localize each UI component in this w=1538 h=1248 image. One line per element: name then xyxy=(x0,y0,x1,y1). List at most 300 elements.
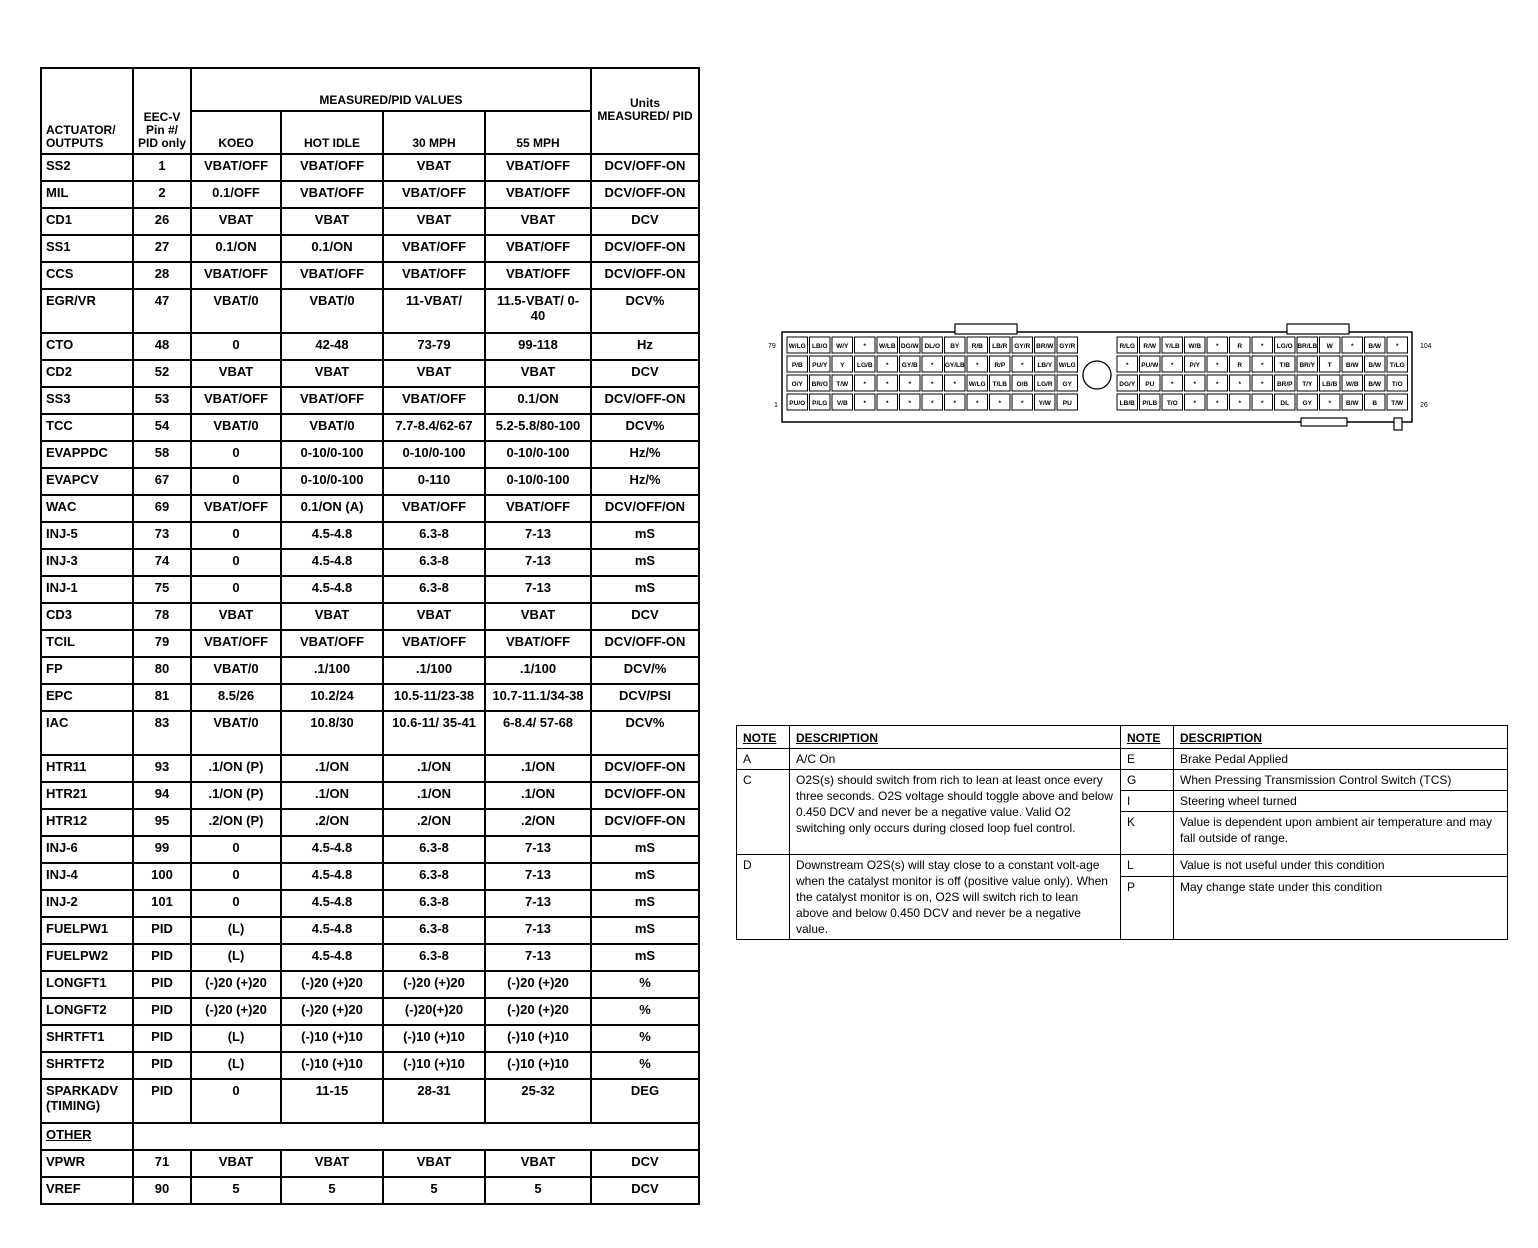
actuator-name: SS3 xyxy=(41,387,133,414)
units-value: DCV xyxy=(591,603,699,630)
actuator-name: HTR21 xyxy=(41,782,133,809)
actuator-name: FP xyxy=(41,657,133,684)
mph30-value: 10.6-11/ 35-41 xyxy=(383,711,485,755)
header-actuator: ACTUATOR/ OUTPUTS xyxy=(41,68,133,154)
connector-pin-label: * xyxy=(908,381,912,388)
connector-pin-label: * xyxy=(1170,381,1174,388)
pin-label-104: 104 xyxy=(1420,343,1432,350)
actuator-name: EVAPCV xyxy=(41,468,133,495)
mph30-value: VBAT/OFF xyxy=(383,387,485,414)
koeo-value: 0 xyxy=(191,522,281,549)
units-value: mS xyxy=(591,522,699,549)
mph30-value: VBAT xyxy=(383,360,485,387)
hot-idle-value: VBAT/0 xyxy=(281,289,383,333)
hot-idle-value: 5 xyxy=(281,1177,383,1204)
hot-idle-value: VBAT xyxy=(281,360,383,387)
units-value: mS xyxy=(591,917,699,944)
pin-number: 100 xyxy=(133,863,191,890)
units-value: mS xyxy=(591,836,699,863)
koeo-value: 0 xyxy=(191,863,281,890)
koeo-value: VBAT/OFF xyxy=(191,387,281,414)
connector-pin-label: T/LG xyxy=(1389,362,1405,369)
notes-header-description: DESCRIPTION xyxy=(1174,726,1508,749)
mph55-value: VBAT/OFF xyxy=(485,630,591,657)
connector-pin-label: BR/Y xyxy=(1299,362,1316,369)
pin-number: PID xyxy=(133,1052,191,1079)
connector-pin-label: GY/B xyxy=(901,362,918,369)
mph55-value: VBAT xyxy=(485,360,591,387)
table-row xyxy=(41,333,699,360)
hot-idle-value: 4.5-4.8 xyxy=(281,522,383,549)
units-value: DCV% xyxy=(591,711,699,755)
koeo-value: VBAT xyxy=(191,208,281,235)
koeo-value: VBAT/0 xyxy=(191,414,281,441)
koeo-value: VBAT/OFF xyxy=(191,154,281,181)
connector-pin-label: R/P xyxy=(994,362,1006,369)
connector-pin-label: GY xyxy=(1062,381,1072,388)
actuator-name: EPC xyxy=(41,684,133,711)
note-letter: G xyxy=(1121,770,1174,791)
mph55-value: VBAT/OFF xyxy=(485,154,591,181)
hot-idle-value: VBAT/OFF xyxy=(281,387,383,414)
connector-pin-label: W/LG xyxy=(1058,362,1076,369)
connector-pin-label: * xyxy=(1260,400,1264,407)
connector-pin-label: * xyxy=(1260,362,1264,369)
connector-pin-label: P/LG xyxy=(812,400,828,407)
koeo-value: 0.1/ON xyxy=(191,235,281,262)
connector-pin-label: GY/R xyxy=(1059,343,1076,350)
connector-pin-label: * xyxy=(1238,381,1242,388)
hot-idle-value: 11-15 xyxy=(281,1079,383,1123)
actuator-name: VPWR xyxy=(41,1150,133,1177)
koeo-value: .2/ON (P) xyxy=(191,809,281,836)
connector-pin-label: * xyxy=(930,362,934,369)
actuator-name: HTR12 xyxy=(41,809,133,836)
units-value: DCV/OFF-ON xyxy=(591,181,699,208)
mph30-value: 0-10/0-100 xyxy=(383,441,485,468)
units-value: mS xyxy=(591,944,699,971)
table-row xyxy=(41,208,699,235)
mph55-value: 10.7-11.1/34-38 xyxy=(485,684,591,711)
mph55-value: (-)20 (+)20 xyxy=(485,998,591,1025)
connector-pin-label: P/Y xyxy=(1189,362,1200,369)
mph30-value: (-)20(+)20 xyxy=(383,998,485,1025)
actuator-name: MIL xyxy=(41,181,133,208)
mph30-value: 6.3-8 xyxy=(383,944,485,971)
koeo-value: 0 xyxy=(191,890,281,917)
table-row xyxy=(41,836,699,863)
pin-number: 75 xyxy=(133,576,191,603)
hot-idle-value: 10.8/30 xyxy=(281,711,383,755)
connector-pin-label: * xyxy=(1215,362,1219,369)
koeo-value: VBAT xyxy=(191,360,281,387)
connector-pin-label: B xyxy=(1372,400,1378,407)
actuator-name: EGR/VR xyxy=(41,289,133,333)
mph55-value: 7-13 xyxy=(485,549,591,576)
units-value: DCV xyxy=(591,1150,699,1177)
actuator-name: SS2 xyxy=(41,154,133,181)
units-value: Hz/% xyxy=(591,468,699,495)
connector-pin-label: * xyxy=(1193,400,1197,407)
koeo-value: (-)20 (+)20 xyxy=(191,971,281,998)
koeo-value: 0 xyxy=(191,1079,281,1123)
note-description: When Pressing Transmission Control Switch (TCS) xyxy=(1174,770,1508,791)
koeo-value: VBAT/0 xyxy=(191,711,281,755)
units-value: DCV/OFF-ON xyxy=(591,154,699,181)
connector-pin-label: * xyxy=(1260,381,1264,388)
units-value: mS xyxy=(591,890,699,917)
connector-pin-label: LG/B xyxy=(856,362,873,369)
actuator-name: EVAPPDC xyxy=(41,441,133,468)
connector-pin-label: T/LB xyxy=(992,381,1007,388)
note-letter: E xyxy=(1121,749,1174,770)
header-30mph: 30 MPH xyxy=(383,111,485,154)
hot-idle-value: .2/ON xyxy=(281,809,383,836)
mph55-value: 0.1/ON xyxy=(485,387,591,414)
mph55-value: 0-10/0-100 xyxy=(485,441,591,468)
koeo-value: (-)20 (+)20 xyxy=(191,998,281,1025)
hot-idle-value: 10.2/24 xyxy=(281,684,383,711)
note-letter: C xyxy=(737,770,790,855)
pin-number: 58 xyxy=(133,441,191,468)
connector-pin-label: T/B xyxy=(1279,362,1290,369)
table-row xyxy=(41,235,699,262)
actuator-name: HTR11 xyxy=(41,755,133,782)
hot-idle-value: VBAT xyxy=(281,1150,383,1177)
mph55-value: 7-13 xyxy=(485,917,591,944)
pin-number: 83 xyxy=(133,711,191,755)
actuator-name: INJ-4 xyxy=(41,863,133,890)
mph30-value: VBAT xyxy=(383,208,485,235)
pin-number: 1 xyxy=(133,154,191,181)
actuator-name: WAC xyxy=(41,495,133,522)
table-row xyxy=(41,468,699,495)
table-row xyxy=(41,1150,699,1177)
koeo-value: 0 xyxy=(191,549,281,576)
actuator-name: IAC xyxy=(41,711,133,755)
mph30-value: VBAT xyxy=(383,1150,485,1177)
koeo-value: 0 xyxy=(191,576,281,603)
connector-pin-label: B/W xyxy=(1368,362,1382,369)
hot-idle-value: VBAT/OFF xyxy=(281,154,383,181)
note-letter: K xyxy=(1121,812,1174,855)
actuator-name: INJ-1 xyxy=(41,576,133,603)
actuator-name: INJ-2 xyxy=(41,890,133,917)
koeo-value: .1/ON (P) xyxy=(191,755,281,782)
connector-pin-label: W/Y xyxy=(836,343,849,350)
mph55-value: 7-13 xyxy=(485,944,591,971)
pin-number: 94 xyxy=(133,782,191,809)
connector-pin-label: * xyxy=(975,362,979,369)
units-value: DCV/% xyxy=(591,657,699,684)
connector-pin-label: * xyxy=(1350,343,1354,350)
mph55-value: 7-13 xyxy=(485,576,591,603)
actuator-name: INJ-6 xyxy=(41,836,133,863)
koeo-value: (L) xyxy=(191,917,281,944)
units-value: % xyxy=(591,971,699,998)
pin-number: 80 xyxy=(133,657,191,684)
connector-pin-label: T/Y xyxy=(1302,381,1313,388)
table-row xyxy=(41,711,699,755)
table-row xyxy=(41,360,699,387)
hot-idle-value: 4.5-4.8 xyxy=(281,549,383,576)
koeo-value: VBAT/0 xyxy=(191,289,281,333)
connector-pin-label: PU/W xyxy=(1141,362,1159,369)
units-value: DCV/PSI xyxy=(591,684,699,711)
pin-number: 47 xyxy=(133,289,191,333)
connector-pin-label: GY xyxy=(1302,400,1312,407)
connector-pin-label: O/B xyxy=(1016,381,1029,388)
hot-idle-value: VBAT xyxy=(281,208,383,235)
mph30-value: 28-31 xyxy=(383,1079,485,1123)
hot-idle-value: 4.5-4.8 xyxy=(281,944,383,971)
connector-pin-label: * xyxy=(1238,400,1242,407)
actuator-name: CD3 xyxy=(41,603,133,630)
mph30-value: VBAT xyxy=(383,603,485,630)
connector-pin-label: W/B xyxy=(1188,343,1202,350)
mph30-value: (-)10 (+)10 xyxy=(383,1025,485,1052)
section-label-other: OTHER xyxy=(41,1123,133,1150)
connector-pin-label: PU/O xyxy=(789,400,806,407)
table-row xyxy=(41,1079,699,1123)
connector-pin-label: B/W xyxy=(1345,400,1359,407)
connector-pin-label: R xyxy=(1237,362,1243,369)
mph55-value: 11.5-VBAT/ 0-40 xyxy=(485,289,591,333)
table-row xyxy=(41,289,699,333)
pin-number: 90 xyxy=(133,1177,191,1204)
units-value: DCV/OFF-ON xyxy=(591,630,699,657)
note-description: A/C On xyxy=(790,749,1121,770)
note-description: Steering wheel turned xyxy=(1174,791,1508,812)
units-value: % xyxy=(591,1025,699,1052)
koeo-value: (L) xyxy=(191,1052,281,1079)
hot-idle-value: .1/ON xyxy=(281,782,383,809)
connector-pin-label: * xyxy=(1170,362,1174,369)
pin-label-1: 1 xyxy=(774,402,778,409)
actuator-name: SPARKADV (TIMING) xyxy=(41,1079,133,1123)
hot-idle-value: VBAT/OFF xyxy=(281,262,383,289)
pin-number: PID xyxy=(133,971,191,998)
mph55-value: VBAT/OFF xyxy=(485,181,591,208)
header-koeo: KOEO xyxy=(191,111,281,154)
mph30-value: (-)10 (+)10 xyxy=(383,1052,485,1079)
connector-pin-label: * xyxy=(998,400,1002,407)
mph55-value: 7-13 xyxy=(485,890,591,917)
mph30-value: 6.3-8 xyxy=(383,917,485,944)
connector-pin-label: W/B xyxy=(1345,381,1359,388)
pin-number: 101 xyxy=(133,890,191,917)
pin-number: 73 xyxy=(133,522,191,549)
mph30-value: .1/ON xyxy=(383,782,485,809)
connector-pin-label: LB/O xyxy=(811,343,828,350)
units-value: mS xyxy=(591,863,699,890)
pin-number: 95 xyxy=(133,809,191,836)
mph30-value: 6.3-8 xyxy=(383,522,485,549)
units-value: DEG xyxy=(591,1079,699,1123)
actuator-name: SS1 xyxy=(41,235,133,262)
connector-pin-label: DL/O xyxy=(924,343,941,350)
connector-pin-label: PU/Y xyxy=(812,362,828,369)
table-row xyxy=(41,181,699,208)
note-description: Value is dependent upon ambient air temperature and may fall outside of range. xyxy=(1174,812,1508,855)
table-row xyxy=(41,1025,699,1052)
table-row xyxy=(41,809,699,836)
connector-pin-label: * xyxy=(930,381,934,388)
units-value: DCV/OFF-ON xyxy=(591,235,699,262)
hot-idle-value: VBAT xyxy=(281,603,383,630)
table-row xyxy=(41,603,699,630)
actuator-name: CD2 xyxy=(41,360,133,387)
table-row xyxy=(41,549,699,576)
units-value: DCV/OFF-ON xyxy=(591,387,699,414)
pin-number: PID xyxy=(133,1025,191,1052)
pin-number: 67 xyxy=(133,468,191,495)
mph30-value: VBAT/OFF xyxy=(383,495,485,522)
table-row xyxy=(41,684,699,711)
koeo-value: VBAT/0 xyxy=(191,657,281,684)
actuator-name: VREF xyxy=(41,1177,133,1204)
connector-pin-label: P/LB xyxy=(1142,400,1158,407)
mph55-value: 7-13 xyxy=(485,863,591,890)
note-description: O2S(s) should switch from rich to lean at least once every three seconds. O2S voltage should toggle above and below 0.450 DCV and never be a negative value. Valid O2 switching only occurs during closed loop fuel control. xyxy=(790,770,1121,855)
table-row xyxy=(41,630,699,657)
hot-idle-value: 0.1/ON xyxy=(281,235,383,262)
section-blank xyxy=(133,1123,699,1150)
koeo-value: 5 xyxy=(191,1177,281,1204)
table-row xyxy=(41,971,699,998)
actuator-name: SHRTFT1 xyxy=(41,1025,133,1052)
connector-pin-label: BR/W xyxy=(1036,343,1054,350)
mph55-value: (-)20 (+)20 xyxy=(485,971,591,998)
connector-pin-label: Y xyxy=(840,362,845,369)
units-value: DCV/OFF-ON xyxy=(591,782,699,809)
koeo-value: .1/ON (P) xyxy=(191,782,281,809)
connector-pin-label: R/W xyxy=(1143,343,1157,350)
mph30-value: VBAT/OFF xyxy=(383,630,485,657)
mph55-value: (-)10 (+)10 xyxy=(485,1025,591,1052)
connector-pin-label: * xyxy=(975,400,979,407)
koeo-value: VBAT/OFF xyxy=(191,630,281,657)
units-value: DCV/OFF-ON xyxy=(591,809,699,836)
connector-pin-label: R/B xyxy=(971,343,983,350)
pin-number: PID xyxy=(133,944,191,971)
pin-number: 28 xyxy=(133,262,191,289)
connector-pin-label: * xyxy=(863,400,867,407)
mph55-value: VBAT xyxy=(485,603,591,630)
mph55-value: VBAT xyxy=(485,208,591,235)
connector-pin-label: T/W xyxy=(1391,400,1404,407)
hot-idle-value: (-)10 (+)10 xyxy=(281,1052,383,1079)
mph30-value: (-)20 (+)20 xyxy=(383,971,485,998)
header-55mph: 55 MPH xyxy=(485,111,591,154)
pin-number: 99 xyxy=(133,836,191,863)
connector-pin-label: * xyxy=(1020,400,1024,407)
pin-number: 81 xyxy=(133,684,191,711)
connector-pin-label: T/W xyxy=(836,381,849,388)
mph30-value: .1/ON xyxy=(383,755,485,782)
connector-pin-label: T/O xyxy=(1391,381,1403,388)
table-row xyxy=(41,657,699,684)
table-row xyxy=(41,998,699,1025)
mph30-value: VBAT xyxy=(383,154,485,181)
mph55-value: VBAT/OFF xyxy=(485,235,591,262)
connector-pin-label: LB/B xyxy=(1322,381,1338,388)
connector-pin-label: DL xyxy=(1280,400,1290,407)
connector-pin-label: W/LG xyxy=(788,343,806,350)
table-row xyxy=(41,441,699,468)
hot-idle-value: 0-10/0-100 xyxy=(281,468,383,495)
units-value: Hz xyxy=(591,333,699,360)
koeo-value: (L) xyxy=(191,1025,281,1052)
connector-pin-label: Y/LB xyxy=(1164,343,1180,350)
table-row xyxy=(41,944,699,971)
table-row xyxy=(41,154,699,181)
units-value: mS xyxy=(591,576,699,603)
actuator-name: INJ-5 xyxy=(41,522,133,549)
hot-idle-value: VBAT/OFF xyxy=(281,181,383,208)
actuator-name: LONGFT2 xyxy=(41,998,133,1025)
connector-pin-label: R/LG xyxy=(1119,343,1136,350)
hot-idle-value: (-)20 (+)20 xyxy=(281,971,383,998)
note-description: May change state under this condition xyxy=(1174,877,1508,940)
koeo-value: 0.1/OFF xyxy=(191,181,281,208)
connector-pin-label: * xyxy=(863,343,867,350)
mph30-value: 6.3-8 xyxy=(383,890,485,917)
connector-pin-label: PU xyxy=(1062,400,1072,407)
connector-pin-label: * xyxy=(1020,362,1024,369)
notes-header-description: DESCRIPTION xyxy=(790,726,1121,749)
note-letter: D xyxy=(737,855,790,940)
table-row xyxy=(41,863,699,890)
actuator-name: FUELPW1 xyxy=(41,917,133,944)
actuator-name: TCIL xyxy=(41,630,133,657)
mph30-value: 11-VBAT/ xyxy=(383,289,485,333)
hot-idle-value: 4.5-4.8 xyxy=(281,917,383,944)
connector-pin-label: LG/R xyxy=(1036,381,1053,388)
mph30-value: 10.5-11/23-38 xyxy=(383,684,485,711)
header-units: Units MEASURED/ PID xyxy=(591,68,699,154)
table-row xyxy=(41,387,699,414)
pin-number: 54 xyxy=(133,414,191,441)
connector-pin-label: V/B xyxy=(836,400,848,407)
table-row xyxy=(41,262,699,289)
table-row xyxy=(41,782,699,809)
connector-pin-label: * xyxy=(953,400,957,407)
table-row xyxy=(41,414,699,441)
mph30-value: .1/100 xyxy=(383,657,485,684)
mph30-value: 6.3-8 xyxy=(383,836,485,863)
mph55-value: .1/ON xyxy=(485,782,591,809)
note-description: Brake Pedal Applied xyxy=(1174,749,1508,770)
mph55-value: 6-8.4/ 57-68 xyxy=(485,711,591,755)
actuator-name: INJ-3 xyxy=(41,549,133,576)
actuator-name: TCC xyxy=(41,414,133,441)
note-description: Downstream O2S(s) will stay close to a constant volt-age when the catalyst monitor is off (positive value only). When the catalyst monitor is on, O2S will switch rich to lean above and below 0.450 DCV and never be a negative value. xyxy=(790,855,1121,940)
connector-pin-label: B/W xyxy=(1345,362,1359,369)
pin-label-79: 79 xyxy=(768,343,776,350)
connector-pin-label: O/Y xyxy=(791,381,803,388)
note-description: Value is not useful under this condition xyxy=(1174,855,1508,877)
connector-pin-label: LB/R xyxy=(992,343,1008,350)
pin-number: 69 xyxy=(133,495,191,522)
hot-idle-value: 0-10/0-100 xyxy=(281,441,383,468)
notes-header-note: NOTE xyxy=(1121,726,1174,749)
mph55-value: (-)10 (+)10 xyxy=(485,1052,591,1079)
connector-pin-label: B/W xyxy=(1368,381,1382,388)
notes-header-note: NOTE xyxy=(737,726,790,749)
mph30-value: VBAT/OFF xyxy=(383,235,485,262)
mph55-value: 5 xyxy=(485,1177,591,1204)
